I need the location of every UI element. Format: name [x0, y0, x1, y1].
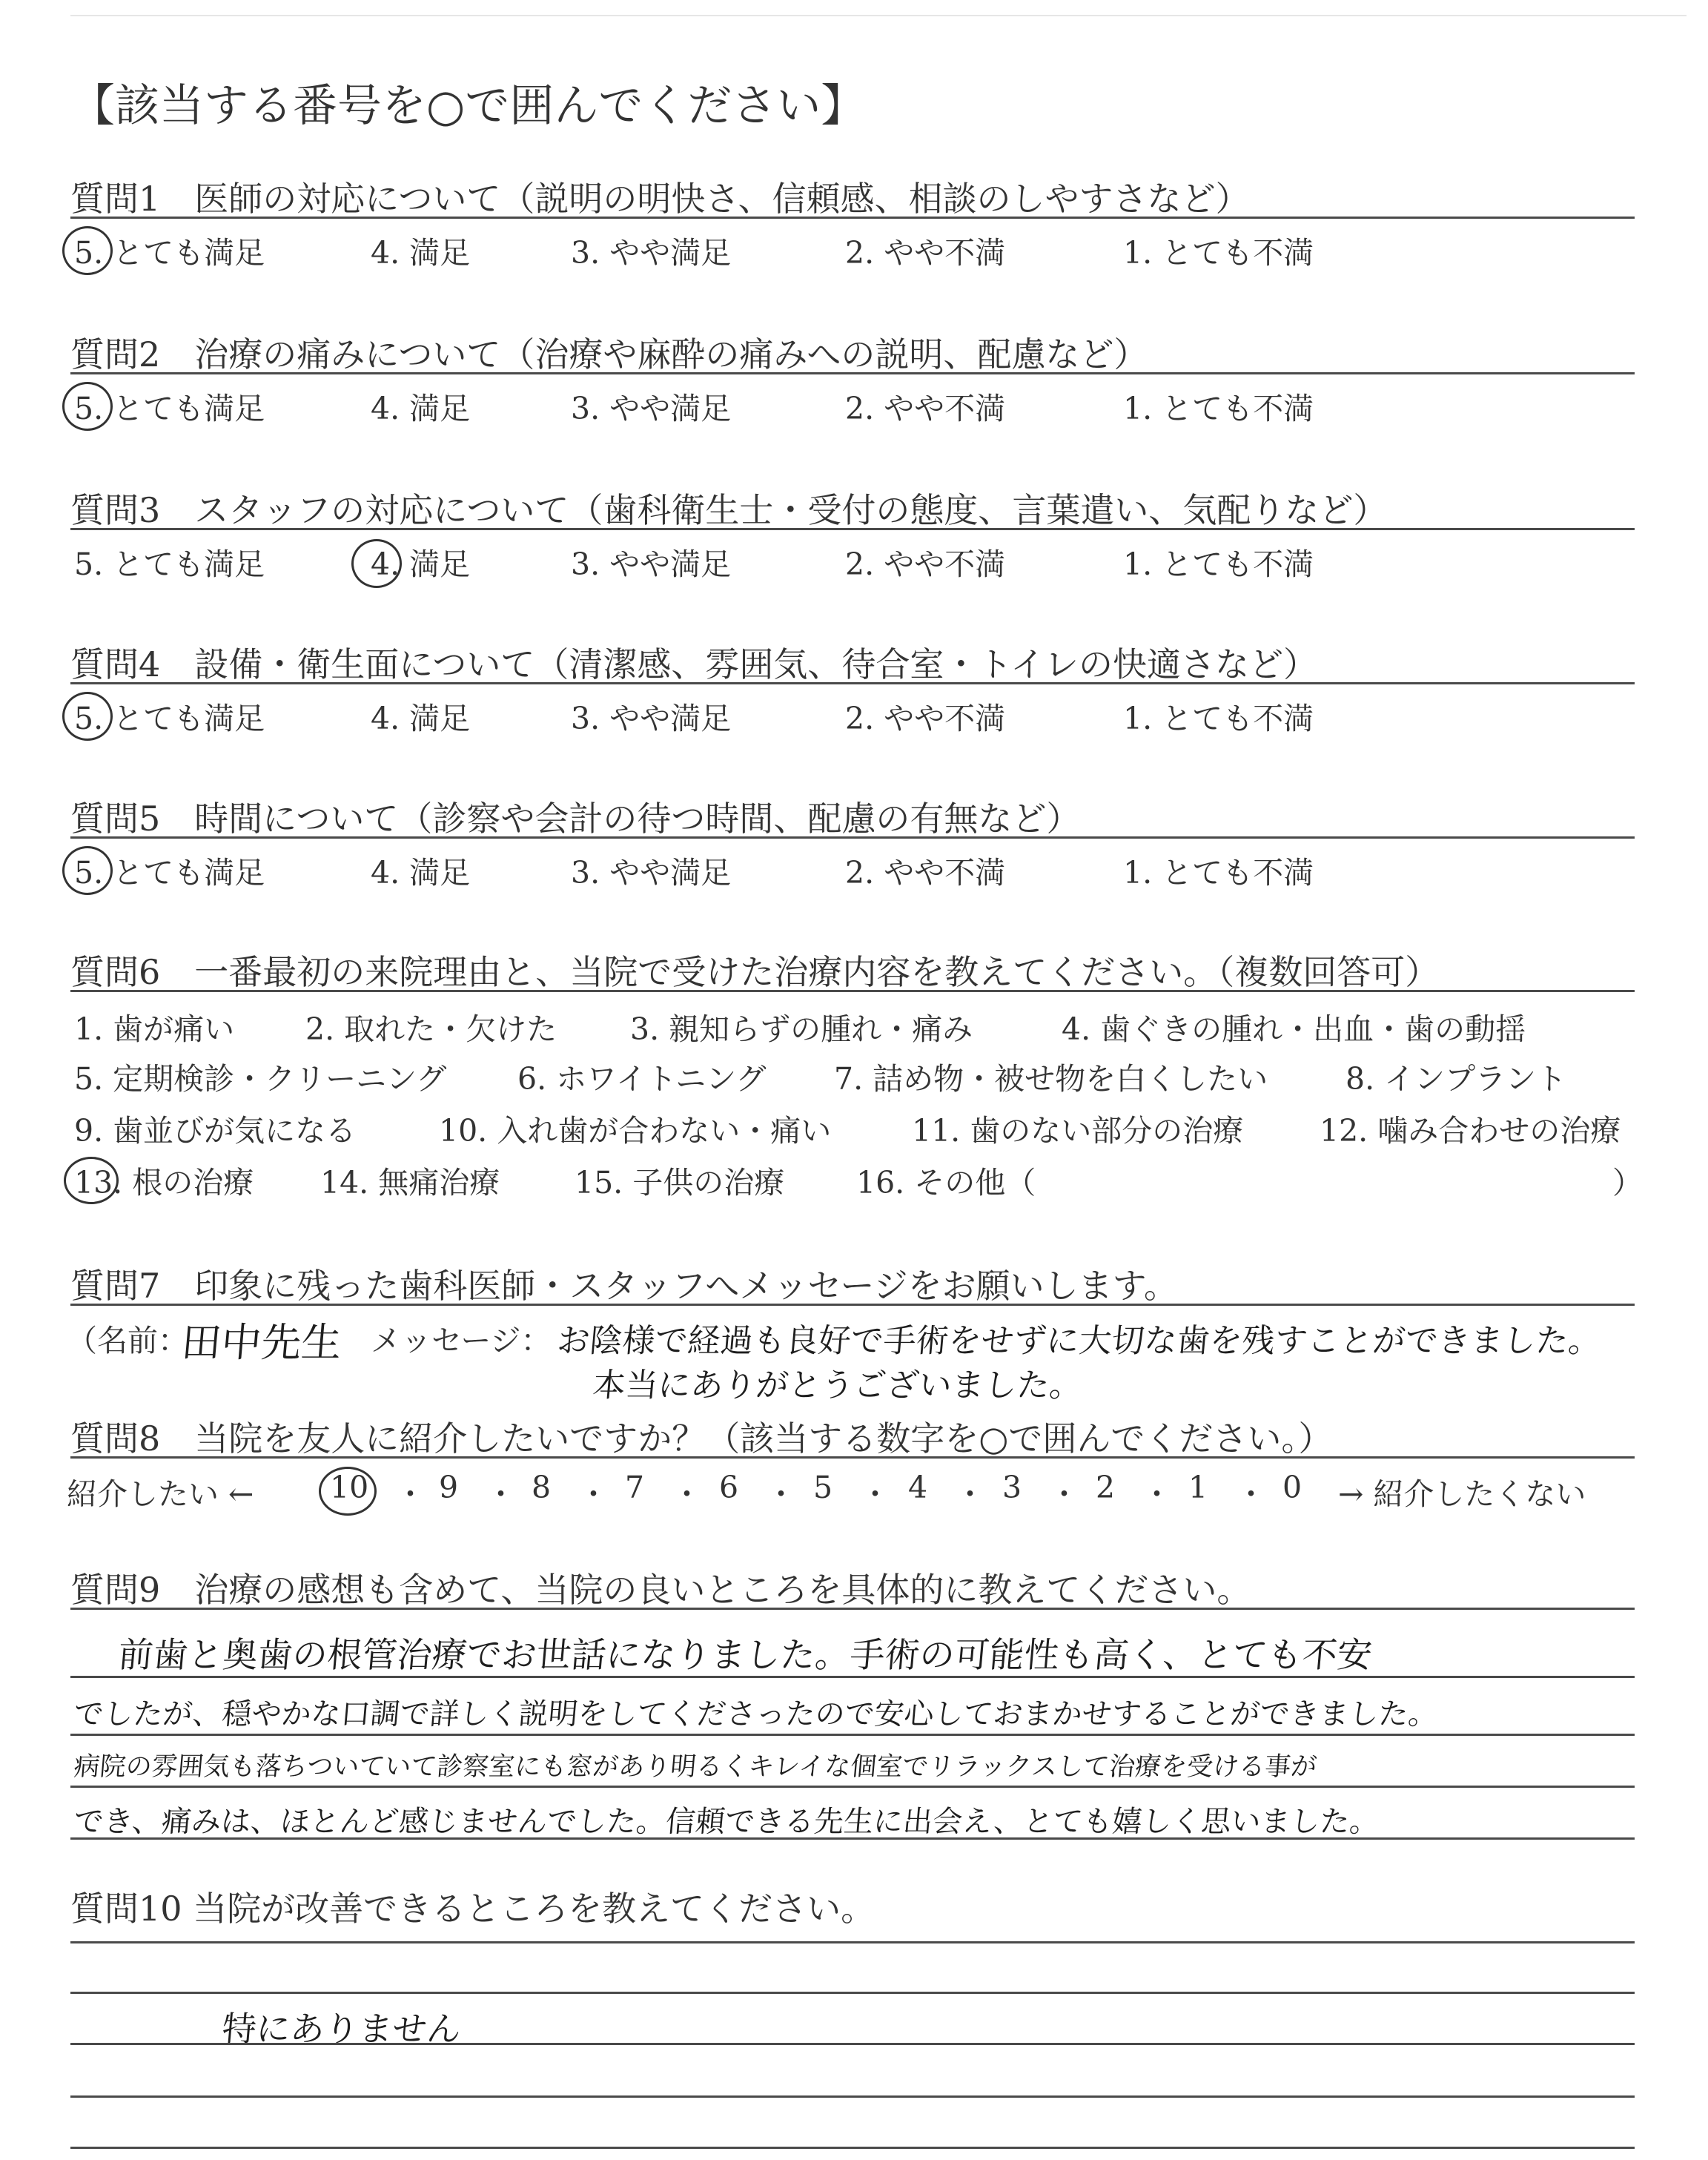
- q3-selection-circle: [351, 539, 402, 588]
- q8-scale-10[interactable]: 10: [330, 1470, 369, 1505]
- q8-scale-0[interactable]: 0: [1282, 1470, 1302, 1505]
- q4-option-5[interactable]: 5. とても満足: [74, 701, 265, 736]
- q9-answer-line-2: でしたが、穏やかな口調で詳しく説明をしてくださったので安心しておまかせすることができました。: [72, 1697, 1440, 1731]
- q1-option-4[interactable]: 4. 満足: [371, 235, 471, 271]
- q6-option-4[interactable]: 4. 歯ぐきの腫れ・出血・歯の動揺: [1062, 1011, 1526, 1047]
- q8-scale-sep: ・: [672, 1476, 702, 1512]
- q6-other-close-paren: ）: [1612, 1165, 1643, 1200]
- q6-option-7[interactable]: 7. 詰め物・被せ物を白くしたい: [834, 1061, 1268, 1097]
- q6-option-15[interactable]: 15. 子供の治療: [575, 1165, 785, 1200]
- q2-selection-circle: [62, 382, 113, 431]
- q8-scale-sep: ・: [766, 1476, 796, 1512]
- q2-option-2[interactable]: 2. やや不満: [845, 391, 1006, 426]
- q4-selection-circle: [62, 692, 113, 741]
- q2-option-4[interactable]: 4. 満足: [371, 391, 471, 426]
- q6-option-6[interactable]: 6. ホワイトニング: [517, 1061, 767, 1097]
- q8-scale-sep: ・: [1142, 1476, 1172, 1512]
- q3-option-1[interactable]: 1. とても不満: [1123, 546, 1314, 582]
- q1-option-2[interactable]: 2. やや不満: [845, 235, 1006, 271]
- q6-option-8[interactable]: 8. インプラント: [1345, 1061, 1567, 1097]
- question-5-rule: [70, 836, 1635, 839]
- q3-option-2[interactable]: 2. やや不満: [845, 546, 1006, 582]
- question-9-rule-4: [70, 1786, 1635, 1788]
- q8-scale-sep: ・: [486, 1476, 516, 1512]
- q1-option-5[interactable]: 5. とても満足: [74, 235, 265, 271]
- q3-option-3[interactable]: 3. やや満足: [571, 546, 732, 582]
- question-1-rule: [70, 217, 1635, 219]
- q5-option-2[interactable]: 2. やや不満: [845, 855, 1006, 891]
- form-header: 【該当する番号を○で囲んでください】: [70, 80, 866, 132]
- question-7-label: 質問7 印象に残った歯科医師・スタッフへメッセージをお願いします。: [70, 1266, 1178, 1306]
- q8-scale-7[interactable]: 7: [625, 1470, 645, 1505]
- q8-scale-sep: ・: [395, 1476, 426, 1512]
- question-4-label: 質問4 設備・衛生面について（清潔感、雰囲気、待合室・トイレの快適さなど）: [70, 644, 1318, 684]
- question-9-rule-1: [70, 1608, 1635, 1610]
- question-3-rule: [70, 528, 1635, 530]
- q7-name-handwritten: 田中先生: [179, 1319, 344, 1366]
- q8-scale-sep: ・: [578, 1476, 609, 1512]
- q6-option-12[interactable]: 12. 噛み合わせの治療: [1320, 1113, 1621, 1149]
- question-10-rule-2: [70, 1992, 1635, 1994]
- q10-answer: 特にありません: [220, 2009, 463, 2049]
- question-9-rule-2: [70, 1676, 1635, 1678]
- question-2-label: 質問2 治療の痛みについて（治療や麻酔の痛みへの説明、配慮など）: [70, 334, 1148, 374]
- q7-message-line-2: 本当にありがとうございました。: [591, 1367, 1084, 1404]
- q3-option-4[interactable]: 4. 満足: [371, 546, 471, 582]
- q2-option-3[interactable]: 3. やや満足: [571, 391, 732, 426]
- q5-option-4[interactable]: 4. 満足: [371, 855, 471, 891]
- q6-option-9[interactable]: 9. 歯並びが気になる: [74, 1113, 357, 1149]
- q3-option-5[interactable]: 5. とても満足: [74, 546, 265, 582]
- q9-answer-line-3: 病院の雰囲気も落ちついていて診察室にも窓があり明るくキレイな個室でリラックスして治療を受ける事が: [72, 1752, 1319, 1782]
- q8-scale-sep: ・: [955, 1476, 985, 1512]
- q8-scale-4[interactable]: 4: [908, 1470, 928, 1505]
- q5-selection-circle: [62, 846, 113, 895]
- question-10-label: 質問10 当院が改善できるところを教えてください。: [70, 1889, 875, 1929]
- q4-option-1[interactable]: 1. とても不満: [1123, 701, 1314, 736]
- q6-option-11[interactable]: 11. 歯のない部分の治療: [912, 1113, 1244, 1149]
- q4-option-2[interactable]: 2. やや不満: [845, 701, 1006, 736]
- q5-option-5[interactable]: 5. とても満足: [74, 855, 265, 891]
- question-6-rule: [70, 990, 1635, 992]
- question-4-rule: [70, 682, 1635, 684]
- q6-option-1[interactable]: 1. 歯が痛い: [74, 1011, 235, 1047]
- q5-option-1[interactable]: 1. とても不満: [1123, 855, 1314, 891]
- q1-selection-circle: [62, 226, 113, 275]
- question-8-label: 質問8 当院を友人に紹介したいですか？（該当する数字を○で囲んでください。）: [70, 1418, 1333, 1459]
- top-border: [70, 15, 1687, 16]
- q8-selection-circle: [319, 1467, 377, 1516]
- question-1-label: 質問1 医師の対応について（説明の明快さ、信頼感、相談のしやすさなど）: [70, 179, 1250, 219]
- question-7-rule: [70, 1304, 1635, 1306]
- q1-option-3[interactable]: 3. やや満足: [571, 235, 732, 271]
- q8-left-label: 紹介したい ←: [67, 1476, 254, 1512]
- question-10-rule-3: [70, 2043, 1635, 2045]
- q7-message-line-1: お陰様で経過も良好で手術をせずに大切な歯を残すことができました。: [555, 1322, 1603, 1360]
- q6-selection-circle: [64, 1157, 119, 1204]
- q7-message-label: メッセージ：: [371, 1323, 552, 1358]
- question-9-label: 質問9 治療の感想も含めて、当院の良いところを具体的に教えてください。: [70, 1570, 1251, 1610]
- question-10-rule-4: [70, 2095, 1635, 2098]
- q8-scale-6[interactable]: 6: [719, 1470, 739, 1505]
- q6-option-10[interactable]: 10. 入れ歯が合わない・痛い: [439, 1113, 832, 1149]
- q8-scale-9[interactable]: 9: [439, 1470, 459, 1505]
- q8-scale-1[interactable]: 1: [1188, 1470, 1208, 1505]
- question-9-rule-5: [70, 1837, 1635, 1840]
- question-10-rule-5: [70, 2147, 1635, 2149]
- q4-option-4[interactable]: 4. 満足: [371, 701, 471, 736]
- q1-option-1[interactable]: 1. とても不満: [1123, 235, 1314, 271]
- question-5-label: 質問5 時間について（診察や会計の待つ時間、配慮の有無など）: [70, 799, 1081, 839]
- question-6-label: 質問6 一番最初の来院理由と、当院で受けた治療内容を教えてください。（複数回答可）: [70, 952, 1440, 992]
- q8-scale-sep: ・: [1049, 1476, 1079, 1512]
- question-2-rule: [70, 372, 1635, 374]
- q8-scale-8[interactable]: 8: [532, 1470, 552, 1505]
- q8-scale-5[interactable]: 5: [813, 1470, 833, 1505]
- q6-option-5[interactable]: 5. 定期検診・クリーニング: [74, 1061, 447, 1097]
- q8-scale-2[interactable]: 2: [1096, 1470, 1116, 1505]
- q6-option-16[interactable]: 16. その他（: [856, 1165, 1036, 1200]
- q6-option-2[interactable]: 2. 取れた・欠けた: [305, 1011, 557, 1047]
- q8-scale-sep: ・: [1236, 1476, 1266, 1512]
- q6-option-3[interactable]: 3. 親知らずの腫れ・痛み: [630, 1011, 973, 1047]
- q6-option-13[interactable]: 13. 根の治療: [74, 1165, 254, 1200]
- question-10-rule-1: [70, 1941, 1635, 1943]
- q9-answer-line-4: でき、痛みは、ほとんど感じませんでした。信頼できる先生に出会え、とても嬉しく思いました。: [72, 1805, 1381, 1839]
- q9-answer-line-1: 前歯と奥歯の根管治療でお世話になりました。手術の可能性も高く、とても不安: [116, 1635, 1374, 1676]
- q7-name-label: （名前：: [67, 1323, 188, 1358]
- q5-option-3[interactable]: 3. やや満足: [571, 855, 732, 891]
- q2-option-1[interactable]: 1. とても不満: [1123, 391, 1314, 426]
- q4-option-3[interactable]: 3. やや満足: [571, 701, 732, 736]
- q8-scale-3[interactable]: 3: [1002, 1470, 1022, 1505]
- q6-option-14[interactable]: 14. 無痛治療: [320, 1165, 500, 1200]
- question-8-rule: [70, 1456, 1635, 1459]
- question-9-rule-3: [70, 1734, 1635, 1736]
- q8-right-label: → 紹介したくない: [1338, 1476, 1586, 1512]
- q2-option-5[interactable]: 5. とても満足: [74, 391, 265, 426]
- question-3-label: 質問3 スタッフの対応について（歯科衛生士・受付の態度、言葉遣い、気配りなど）: [70, 490, 1388, 530]
- q8-scale-sep: ・: [860, 1476, 890, 1512]
